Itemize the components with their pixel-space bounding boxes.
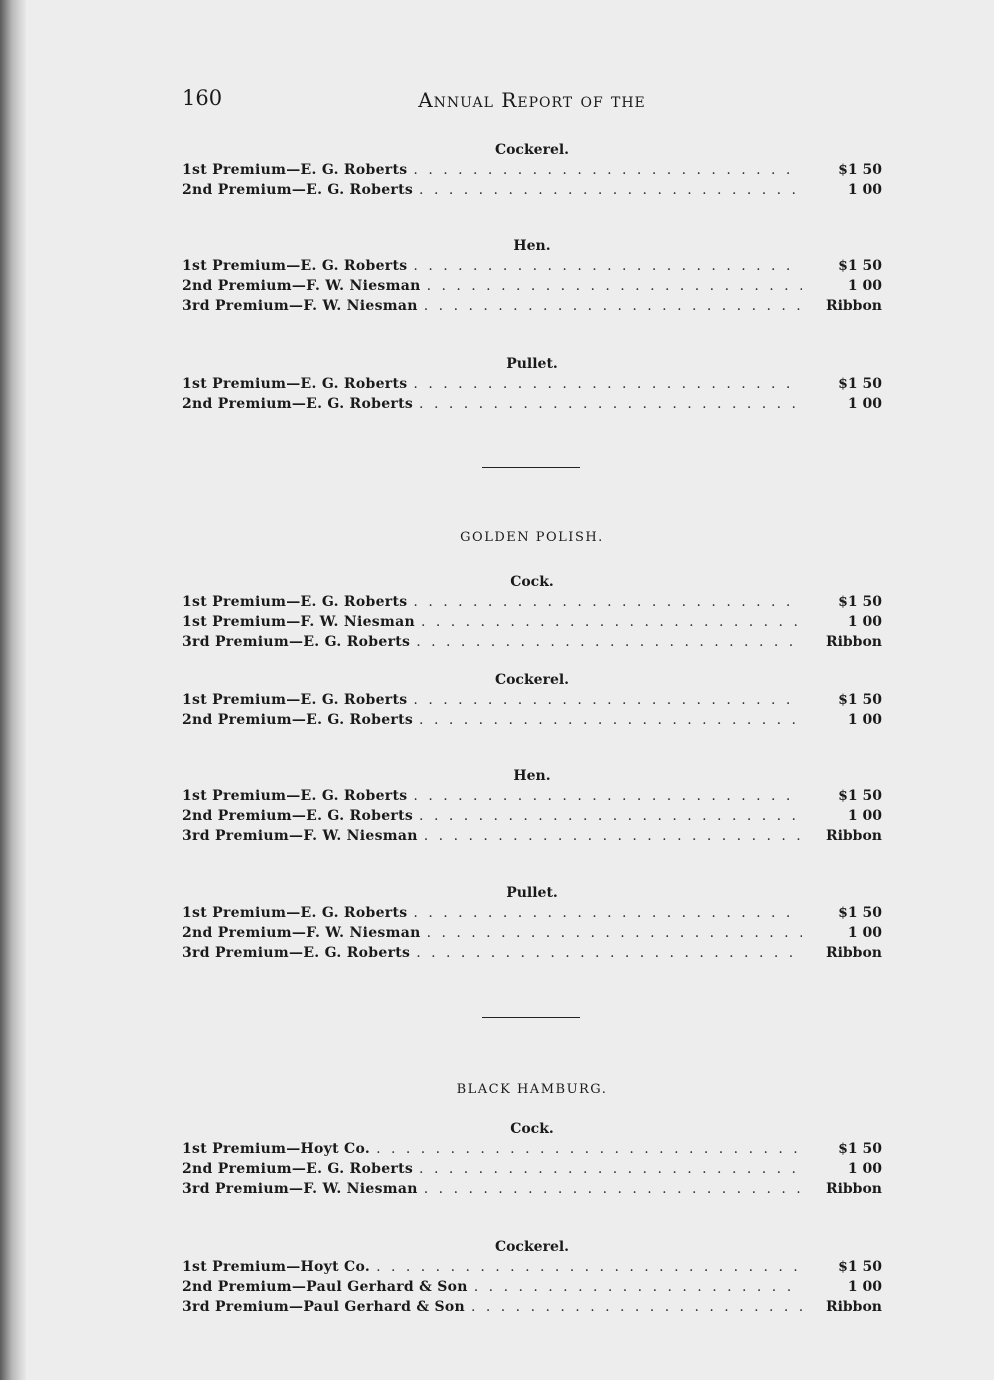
award-entry xyxy=(182,786,882,806)
award-entry xyxy=(182,690,882,710)
award-amount: 1 00 xyxy=(847,808,882,824)
page-number: 160 xyxy=(182,86,223,110)
award-amount: Ribbon xyxy=(825,634,882,650)
award-amount: Ribbon xyxy=(825,945,882,961)
dot-leader xyxy=(376,1257,802,1277)
award-block-cock xyxy=(182,572,882,652)
dot-leader xyxy=(416,632,802,652)
award-block-pullet xyxy=(182,883,882,963)
award-label: 2nd Premium—Paul Gerhard & Son xyxy=(182,1279,468,1295)
dot-leader xyxy=(413,160,802,180)
dot-leader xyxy=(424,296,802,316)
document-page xyxy=(182,0,882,1380)
award-amount: 1 00 xyxy=(847,925,882,941)
award-block-hen xyxy=(182,766,882,846)
award-entry xyxy=(182,160,882,180)
book-binding-edge xyxy=(0,0,26,1380)
award-entry xyxy=(182,943,882,963)
class-subhead: Cockerel. xyxy=(494,672,570,688)
dot-leader xyxy=(419,394,802,414)
dot-leader xyxy=(416,943,802,963)
dot-leader xyxy=(419,1159,802,1179)
award-entry xyxy=(182,276,882,296)
award-entry xyxy=(182,180,882,200)
award-label: 1st Premium—E. G. Roberts xyxy=(182,788,408,804)
award-entry xyxy=(182,1139,882,1159)
award-label: 1st Premium—E. G. Roberts xyxy=(182,258,408,274)
dot-leader xyxy=(474,1277,802,1297)
award-label: 1st Premium—Hoyt Co. xyxy=(182,1259,371,1275)
award-amount: $1 50 xyxy=(838,376,882,392)
page-header xyxy=(182,86,882,116)
section-divider xyxy=(482,467,580,468)
award-entry xyxy=(182,903,882,923)
award-block-cockerel xyxy=(182,140,882,200)
award-amount: 1 00 xyxy=(847,1161,882,1177)
award-label: 3rd Premium—Paul Gerhard & Son xyxy=(182,1299,465,1315)
award-entry xyxy=(182,374,882,394)
dot-leader xyxy=(424,826,802,846)
dot-leader xyxy=(413,786,802,806)
dot-leader xyxy=(413,903,802,923)
award-label: 3rd Premium—F. W. Niesman xyxy=(182,298,418,314)
award-entry xyxy=(182,923,882,943)
award-amount: 1 00 xyxy=(847,182,882,198)
award-entry xyxy=(182,632,882,652)
award-entry xyxy=(182,296,882,316)
award-amount: 1 00 xyxy=(847,1279,882,1295)
award-label: 1st Premium—E. G. Roberts xyxy=(182,162,408,178)
dot-leader xyxy=(413,374,802,394)
dot-leader xyxy=(471,1297,802,1317)
award-amount: 1 00 xyxy=(847,396,882,412)
award-amount: $1 50 xyxy=(838,1259,882,1275)
award-label: 3rd Premium—F. W. Niesman xyxy=(182,828,418,844)
class-subhead: Hen. xyxy=(513,768,551,784)
dot-leader xyxy=(427,276,802,296)
award-block-pullet xyxy=(182,354,882,414)
award-label: 3rd Premium—F. W. Niesman xyxy=(182,1181,418,1197)
class-subhead: Cock. xyxy=(510,574,554,590)
dot-leader xyxy=(419,710,802,730)
award-amount: Ribbon xyxy=(825,828,882,844)
award-amount: Ribbon xyxy=(825,1181,882,1197)
award-amount: Ribbon xyxy=(825,298,882,314)
class-subhead: Cockerel. xyxy=(494,1239,570,1255)
award-label: 2nd Premium—F. W. Niesman xyxy=(182,278,421,294)
award-entry xyxy=(182,1159,882,1179)
award-label: 2nd Premium—E. G. Roberts xyxy=(182,712,414,728)
award-label: 1st Premium—Hoyt Co. xyxy=(182,1141,371,1157)
award-label: 2nd Premium—E. G. Roberts xyxy=(182,396,414,412)
dot-leader xyxy=(419,806,802,826)
award-block-cockerel xyxy=(182,1237,882,1317)
award-entry xyxy=(182,1297,882,1317)
award-label: 3rd Premium—E. G. Roberts xyxy=(182,634,411,650)
award-entry xyxy=(182,806,882,826)
dot-leader xyxy=(376,1139,802,1159)
award-amount: $1 50 xyxy=(838,258,882,274)
class-subhead: Pullet. xyxy=(506,356,558,372)
award-label: 1st Premium—E. G. Roberts xyxy=(182,594,408,610)
dot-leader xyxy=(413,256,802,276)
award-entry xyxy=(182,1179,882,1199)
section-title-black-hamburg: BLACK HAMBURG. xyxy=(456,1082,608,1097)
award-label: 2nd Premium—E. G. Roberts xyxy=(182,182,414,198)
award-label: 1st Premium—E. G. Roberts xyxy=(182,376,408,392)
award-label: 3rd Premium—E. G. Roberts xyxy=(182,945,411,961)
section-divider xyxy=(482,1017,580,1018)
award-amount: $1 50 xyxy=(838,692,882,708)
award-entry xyxy=(182,1277,882,1297)
award-amount: $1 50 xyxy=(838,788,882,804)
award-amount: 1 00 xyxy=(847,278,882,294)
award-label: 1st Premium—E. G. Roberts xyxy=(182,905,408,921)
award-amount: 1 00 xyxy=(847,614,882,630)
award-amount: Ribbon xyxy=(825,1299,882,1315)
section-title-golden-polish: GOLDEN POLISH. xyxy=(460,530,604,545)
award-entry xyxy=(182,612,882,632)
class-subhead: Hen. xyxy=(513,238,551,254)
dot-leader xyxy=(421,612,802,632)
award-block-hen xyxy=(182,236,882,316)
award-entry xyxy=(182,826,882,846)
award-block-cock xyxy=(182,1119,882,1199)
dot-leader xyxy=(413,592,802,612)
award-label: 1st Premium—E. G. Roberts xyxy=(182,692,408,708)
award-label: 1st Premium—F. W. Niesman xyxy=(182,614,415,630)
award-label: 2nd Premium—F. W. Niesman xyxy=(182,925,421,941)
award-entry xyxy=(182,256,882,276)
dot-leader xyxy=(413,690,802,710)
award-label: 2nd Premium—E. G. Roberts xyxy=(182,808,414,824)
award-amount: $1 50 xyxy=(838,905,882,921)
class-subhead: Cockerel. xyxy=(494,142,570,158)
award-amount: $1 50 xyxy=(838,162,882,178)
award-entry xyxy=(182,710,882,730)
award-entry xyxy=(182,1257,882,1277)
award-entry xyxy=(182,394,882,414)
award-amount: $1 50 xyxy=(838,594,882,610)
award-block-cockerel xyxy=(182,670,882,730)
award-entry xyxy=(182,592,882,612)
dot-leader xyxy=(419,180,802,200)
dot-leader xyxy=(427,923,802,943)
class-subhead: Cock. xyxy=(510,1121,554,1137)
class-subhead: Pullet. xyxy=(506,885,558,901)
dot-leader xyxy=(424,1179,802,1199)
award-amount: 1 00 xyxy=(847,712,882,728)
running-title: Annual Report of the xyxy=(418,88,646,112)
award-amount: $1 50 xyxy=(838,1141,882,1157)
award-label: 2nd Premium—E. G. Roberts xyxy=(182,1161,414,1177)
